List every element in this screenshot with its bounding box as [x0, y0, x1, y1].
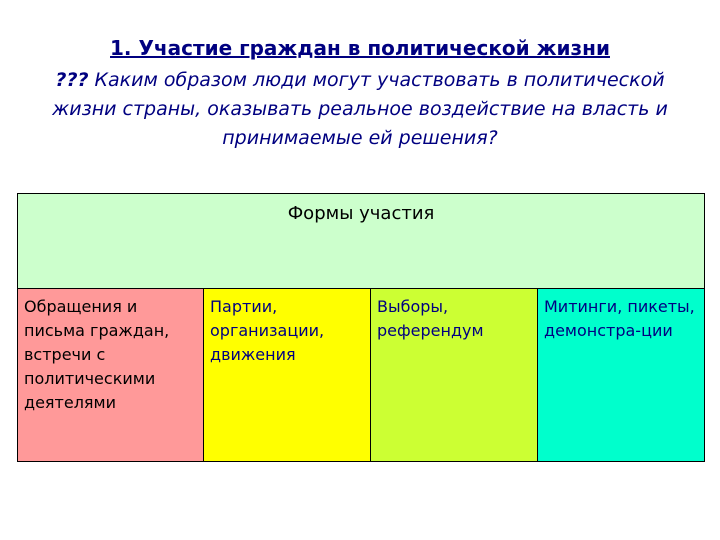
table-row	[18, 289, 705, 462]
table-cell-elections: Выборы, референдум	[371, 289, 538, 462]
participation-forms-table	[17, 193, 705, 462]
slide-title: 1. Участие граждан в политической жизни	[110, 36, 610, 60]
table-header-cell: Формы участия	[18, 194, 705, 289]
question-body: Каким образом люди могут участвовать в политической жизни страны, оказывать реальное воздействие на власть и принимаемые ей решения?	[52, 69, 668, 149]
question-text	[30, 66, 690, 153]
table-header-row	[18, 194, 705, 289]
table-cell-appeals: Обращения и письма граждан, встречи с политическими деятелями	[18, 289, 204, 462]
question-marks: ???	[55, 69, 89, 91]
table-cell-rallies: Митинги, пикеты, демонстра-ции	[538, 289, 705, 462]
table-cell-parties: Партии, организации, движения	[204, 289, 371, 462]
